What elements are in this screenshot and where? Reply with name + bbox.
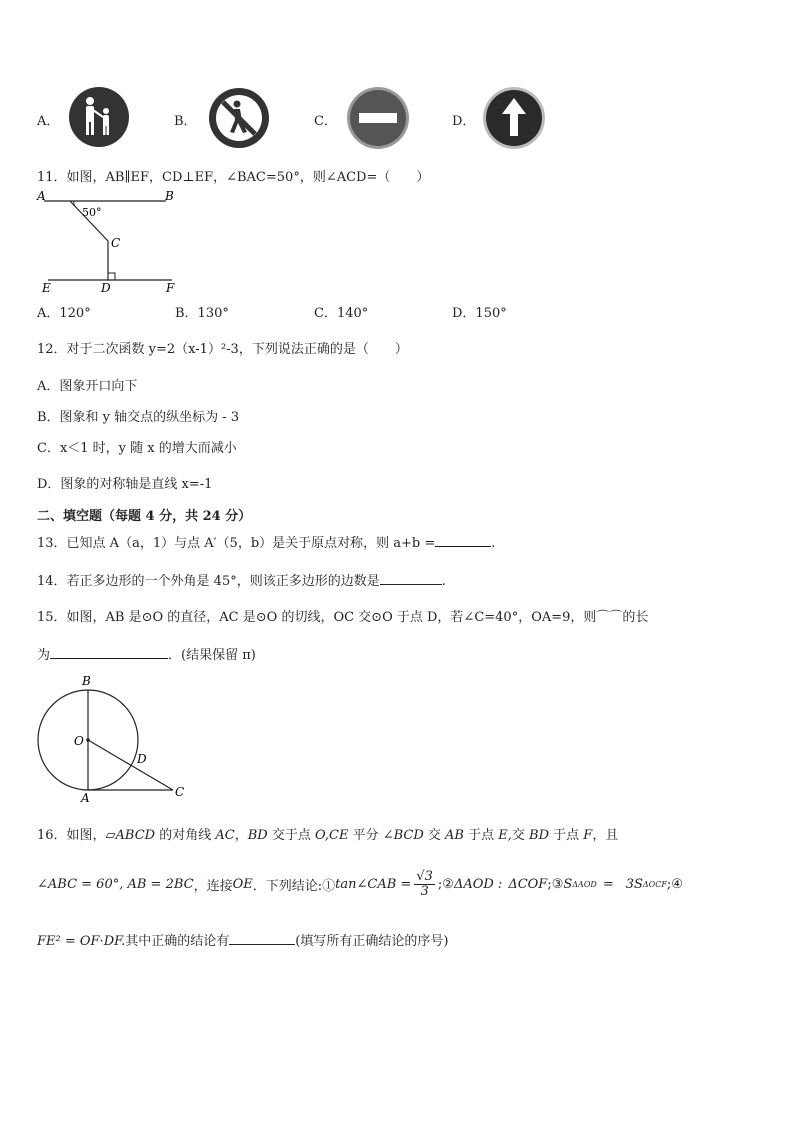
q15-answer-blank[interactable] [50,646,168,659]
no-entry-icon [346,86,410,150]
q16-equals: = [602,876,614,892]
q12-option-d: D．图象的对称轴是直线 x=-1 [37,477,213,492]
q11-label-d: D [101,281,111,294]
q16-ac: AC [215,828,235,843]
q10-option-b-label: B． [174,114,197,129]
q11-option-b: B．130° [175,306,229,321]
q12-option-c: C．x＜1 时，y 随 x 的增大而减小 [37,441,237,456]
no-pedestrians-icon [207,86,271,150]
q16-text-15: (填写所有正确结论的序号) [295,934,449,949]
section-heading: 二、填空题（每题 4 分，共 24 分） [37,509,252,524]
q10-option-a-label: A． [37,114,60,129]
q16-area-s1-sub: ΔAOD [572,879,597,889]
pedestrian-sign-icon [68,86,130,148]
q16-area-s2-sub: ΔOCF [642,879,667,889]
q11-label-c: C [111,236,121,250]
q15-label-a: A [81,791,90,805]
q16-text-9: ，且 [592,828,619,843]
q16-formula: FE² = OF·DF. [37,934,126,949]
q15-label-o: O [74,734,84,748]
q13-text: 13．已知点 A（a，1）与点 A′（5，b）是关于原点对称，则 a+b = [37,536,436,551]
q16-text-10: ，连接 [193,878,233,894]
q16-angle-bcd: ∠BCD [382,828,424,843]
q16-bd: BD [247,828,268,843]
q16-fraction-numerator: √3 [416,868,433,884]
q16-text-13: ;④ [666,876,683,892]
q16-parallelogram: ▱ABCD [105,828,156,843]
q16-intro: 16．如图， [37,828,106,843]
q16-tan: tan∠CAB = [335,876,412,892]
q11-label-a: A [37,189,46,203]
q16-line3 [37,930,448,949]
q16-triangle-cof: ΔCOF [508,876,548,892]
q16-ab: AB [445,828,464,843]
q16-text-1: 的对角线 [155,828,216,843]
q11-option-a: A．120° [37,306,91,321]
q16-line2 [37,866,683,902]
q16-triangle-aod: ΔAOD : [453,876,503,892]
q16-text-11: ;② [437,876,454,892]
q16-area-s2: 3S [625,876,643,892]
q16-text-5: 交 [423,828,446,843]
q16-area-s1: S [563,876,573,892]
q16-conclusions-label: ．下列结论:① [252,878,336,894]
q12-option-a: A．图象开口向下 [37,379,138,394]
straight-ahead-arrow-icon [482,86,546,150]
q15-line2-suffix: ．(结果保留 π) [168,648,256,663]
q11-option-c: C．140° [314,306,369,321]
q11-angle-label: 50° [82,206,102,219]
q16-text-3: 交于点 [267,828,315,843]
q12-option-b: B．图象和 y 轴交点的纵坐标为 - 3 [37,410,240,425]
q14 [37,570,446,589]
q16-point-e: E, [498,828,512,843]
q11-figure [36,188,181,294]
q16-fraction-denominator: 3 [420,883,429,899]
q16-oe: OE [232,876,253,892]
q13-end: . [491,536,496,551]
q16-condition: ∠ABC = 60°, AB = 2BC [37,876,194,892]
q11-label-e: E [42,281,51,294]
q15-line1: 15．如图，AB 是⊙O 的直径，AC 是⊙O 的切线，OC 交⊙O 于点 D，若∠C=40°，OA=9，则⌒⌒的长 [37,610,649,625]
q11-option-d: D．150° [452,306,507,321]
q15-label-d: D [137,752,147,766]
q13 [37,532,495,551]
q16-text-14: 其中正确的结论有 [125,934,230,949]
q15-line2 [37,644,256,663]
q14-answer-blank[interactable] [380,572,442,585]
q12-stem: 12．对于二次函数 y=2（x-1）²-3，下列说法正确的是（ ） [37,342,408,357]
q11-label-b: B [165,189,174,203]
q15-figure [30,672,190,806]
q13-answer-blank[interactable] [435,534,491,547]
q14-end: . [441,574,446,589]
q14-text: 14．若正多边形的一个外角是 45°，则该正多边形的边数是 [37,574,380,589]
q10-option-c-label: C． [314,114,337,129]
q16-text-4: 平分 [348,828,383,843]
q16-o-ce: O,CE [314,828,349,843]
q16-text-6: 于点 [464,828,499,843]
q16-text-2: ， [234,828,248,843]
q11-stem: 11．如图，AB∥EF，CD⊥EF，∠BAC=50°，则∠ACD=（ ） [37,170,430,185]
q15-label-c: C [175,785,185,799]
q16-line1 [37,824,618,843]
q16-text-12: ;③ [547,876,564,892]
q16-fraction [414,870,435,899]
q16-text-8: 于点 [549,828,584,843]
q16-bd-2: BD [529,828,550,843]
q15-label-b: B [82,674,91,688]
q10-option-d-label: D． [452,114,476,129]
q15-line2-prefix: 为 [37,648,51,663]
q11-label-f: F [166,281,175,294]
q16-point-f: F [583,828,593,843]
q16-text-7: 交 [511,828,530,843]
q16-answer-blank[interactable] [229,932,295,945]
